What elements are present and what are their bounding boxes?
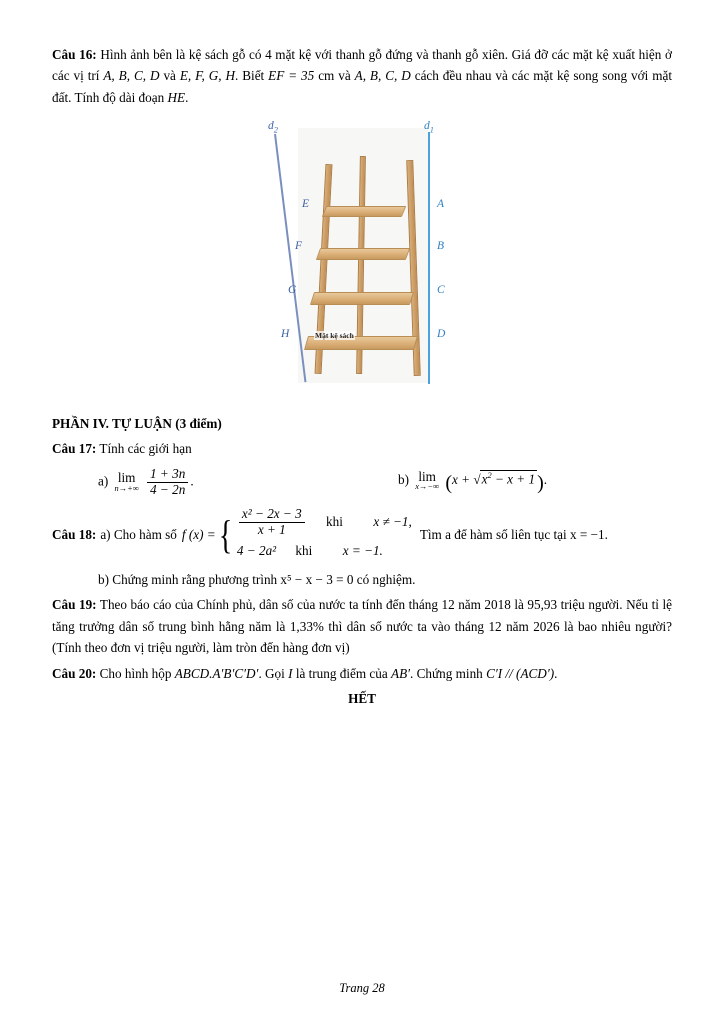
- figure-label-B: B: [437, 240, 445, 253]
- figure-label-H: H: [281, 328, 290, 341]
- case-1-denominator: x + 1: [239, 522, 305, 538]
- case-1-condition: x ≠ −1,: [373, 513, 412, 529]
- question-16-ef: EF = 35: [268, 68, 315, 84]
- question-17-part-a: [52, 467, 398, 498]
- question-20: [52, 663, 672, 684]
- question-20-label: Câu 20:: [52, 665, 97, 681]
- question-20-text-4: . Chứng minh: [410, 665, 487, 681]
- sqrt-symbol: √: [473, 471, 481, 487]
- paren-open: (: [445, 471, 452, 494]
- shelf-board-1: [322, 206, 406, 217]
- case-2-condition: x = −1.: [342, 543, 383, 558]
- sqrt-radicand: $x^2 - x + 1$: [481, 471, 536, 487]
- piecewise-cases: [237, 507, 412, 563]
- paren-close: ): [537, 471, 544, 494]
- question-20-solid: ABCD.A′B′C′D′: [174, 665, 259, 681]
- case-row-1: [237, 506, 412, 538]
- question-18: [52, 507, 672, 563]
- question-17-parts: [52, 467, 672, 498]
- case-2-expression: 4 − 2a²: [236, 543, 277, 558]
- page-footer: Trang 28: [339, 981, 385, 995]
- question-16-text-1: Hình ảnh bên là kệ sách gỗ có 4 mặt kệ với thanh gỗ đứng và thanh gỗ xiên. Giá đỡ các mặt kệ xuất hiện ở các vị trí: [52, 47, 673, 84]
- fraction-a: [147, 467, 188, 498]
- figure-caption: Mặt kệ sách: [315, 331, 354, 341]
- limit-b-op: lim: [418, 468, 436, 484]
- cases-brace: {: [218, 511, 233, 557]
- question-18-part-b: b) Chứng minh rằng phương trình x⁵ − x − 3 = 0 có nghiệm.: [98, 572, 416, 588]
- question-17-label: Câu 17:: [52, 440, 97, 456]
- shelf-figure: [262, 122, 462, 387]
- vertical-rail-line: [428, 132, 430, 384]
- question-16-text-3: . Biết: [235, 68, 269, 84]
- question-17-a-end: .: [190, 473, 194, 489]
- part-4-heading: PHẦN IV. TỰ LUẬN (3 điểm): [52, 416, 222, 432]
- question-20-text-2: . Gọi: [258, 665, 289, 681]
- question-16-points-2: E, F, G, H: [179, 68, 235, 84]
- shelf-board-3: [310, 292, 414, 305]
- question-18-label: Câu 18:: [52, 527, 97, 543]
- question-17-b-tag: b): [398, 471, 409, 487]
- figure-label-F: F: [295, 240, 303, 253]
- question-17-b-end: .: [543, 471, 548, 487]
- question-16-he: HE: [167, 89, 186, 105]
- question-17-part-b: [398, 470, 672, 495]
- shelf-board-2: [316, 248, 410, 260]
- case-1-fraction: [239, 507, 305, 538]
- shelf-figure-wrapper: [52, 122, 672, 387]
- limit-a-op: lim: [117, 470, 136, 486]
- question-19-text: Theo báo cáo của Chính phủ, dân số của nước ta tính đến tháng 12 năm 2018 là 95,93 triệu người. Nếu tỉ lệ tăng trưởng dân số trung bình hằng năm là 1,33% thì dân số nước ta vào tháng 12 năm 2026 là bao nhiêu người? (Tính theo đơn vị triệu người, làm tròn đến hàng đơn vị): [52, 597, 673, 656]
- limit-b: [415, 470, 439, 492]
- question-20-text-3: là trung điểm của: [292, 665, 392, 681]
- fraction-a-denominator: 4 − 2n: [147, 482, 188, 498]
- question-16-text-2: và: [159, 68, 180, 84]
- figure-label-E: E: [302, 198, 310, 211]
- question-17: [52, 438, 672, 459]
- question-16-unit: cm: [318, 68, 335, 84]
- question-20-text-1: Cho hình hộp: [99, 665, 175, 681]
- question-16-text-6: .: [185, 89, 189, 105]
- question-16: [52, 44, 672, 108]
- limit-a: [115, 471, 139, 493]
- question-20-conclusion: C′I // (ACD′): [486, 665, 555, 681]
- question-18-a-tag: a) Cho hàm số: [100, 527, 177, 543]
- case-1-khi: khi: [326, 513, 343, 529]
- figure-label-A: A: [437, 198, 445, 211]
- question-16-text-4: và: [334, 68, 355, 84]
- end-marker: HẾT: [348, 690, 376, 706]
- question-16-label: Câu 16:: [52, 47, 97, 62]
- case-1-numerator: x² − 2x − 3: [241, 506, 302, 522]
- case-row-2: [237, 538, 412, 563]
- question-20-text-5: .: [554, 665, 558, 681]
- question-16-points-3: A, B, C, D: [354, 68, 411, 84]
- question-20-point: I: [288, 665, 293, 681]
- function-definition-fx: f (x) =: [181, 527, 216, 543]
- question-19-label: Câu 19:: [52, 597, 97, 613]
- question-17-a-tag: a): [98, 473, 109, 489]
- question-17-b-x: x +: [451, 471, 471, 487]
- question-19: [52, 594, 672, 658]
- question-16-text-5: cách đều nhau và các mặt kệ song song với mặt đất. Tính độ dài đoạn: [52, 68, 672, 105]
- figure-label-D: D: [437, 328, 446, 341]
- rail-d2-label: $d_2$: [268, 120, 278, 135]
- question-16-points-1: A, B, C, D: [103, 68, 160, 84]
- limit-b-sub: x→−∞: [415, 481, 440, 491]
- question-17-text: Tính các giới hạn: [99, 440, 192, 456]
- case-2-khi: khi: [295, 543, 313, 558]
- rail-d1-label: $d_1$: [424, 120, 434, 135]
- figure-label-C: C: [437, 284, 445, 297]
- limit-a-sub: n→+∞: [114, 483, 139, 493]
- question-20-segment: AB′: [391, 665, 411, 681]
- fraction-a-numerator: 1 + 3n: [150, 465, 186, 481]
- question-18-tail: Tìm a để hàm số liên tục tại x = −1.: [419, 527, 608, 543]
- figure-label-G: G: [288, 284, 297, 297]
